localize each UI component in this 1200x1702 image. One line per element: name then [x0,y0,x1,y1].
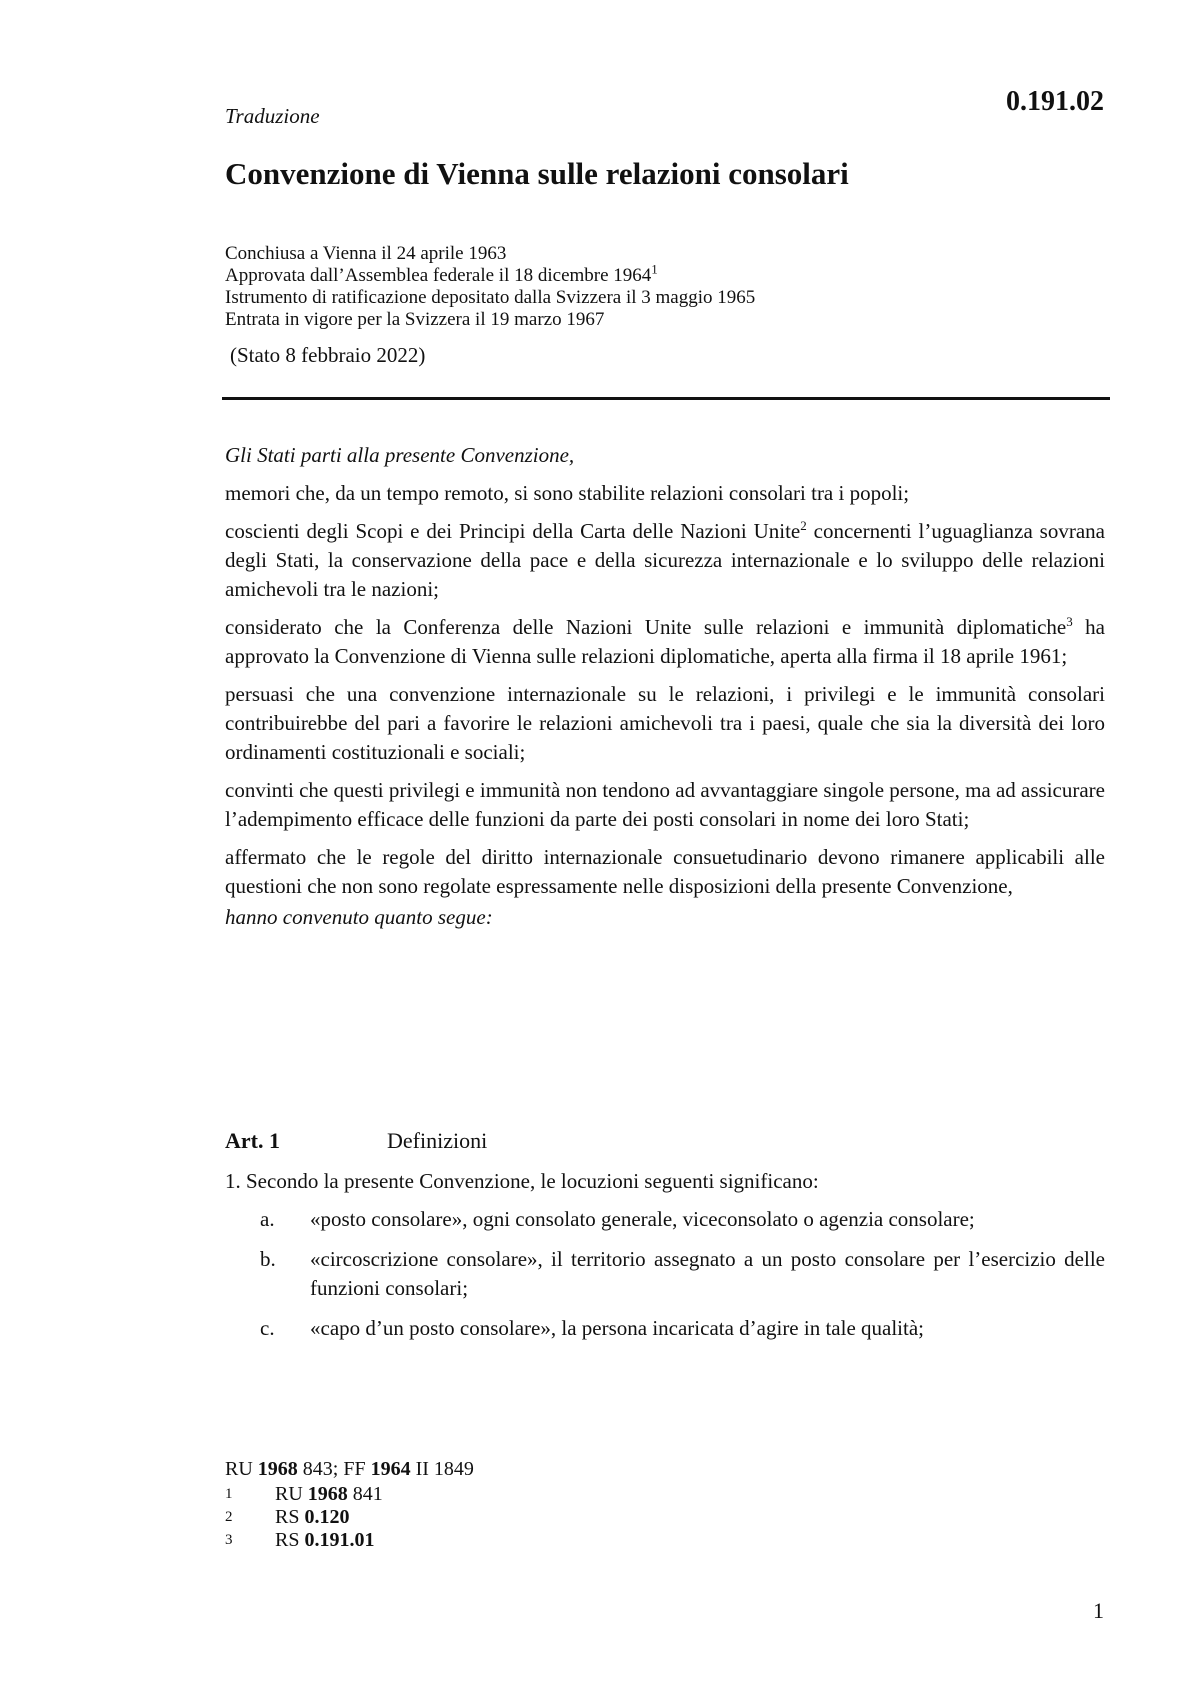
list-item [225,1245,1105,1303]
source-ff-page: II 1849 [410,1458,474,1480]
preamble-paragraph-4: persuasi che una convenzione internazionale su le relazioni, i privilegi e le immunità consolari contribuirebbe del pari a favorire le relazioni amichevoli tra i paesi, quale che sia la diversità dei loro ordinamenti costituzionali e sociali; [225,682,1105,764]
preamble-paragraph-3-b: ha approvato la Convenzione di Vienna sulle relazioni diplomatiche, aperta alla firma il 18 aprile 1961; [225,615,1105,668]
preamble-paragraph-3 [225,613,1105,671]
preamble-paragraph-1: memori che, da un tempo remoto, si sono stabilite relazioni consolari tra i popoli; [225,481,910,505]
footnote-3 [225,1529,474,1552]
footnote-bold: 0.120 [304,1506,350,1528]
sr-number: 0.191.02 [1006,86,1104,117]
preamble-paragraph-2-b: concernenti l’uguaglianza sovrana degli Stati, la conservazione della pace e della sicurezza internazionale e lo sviluppo delle relazioni amichevoli tra le nazioni; [225,519,1105,601]
source-reference [225,1458,474,1481]
list-item [225,1205,1105,1234]
list-item-text: «posto consolare», ogni consolato generale, viceconsolato o agenzia consolare; [310,1207,975,1231]
translation-label: Traduzione [225,104,320,128]
preamble-intro: Gli Stati parti alla presente Convenzione, [225,443,575,467]
status-date: (Stato 8 febbraio 2022) [230,343,426,367]
preamble-paragraph-6: affermato che le regole del diritto internazionale consuetudinario devono rimanere applicabili alle questioni che non sono regolate espressamente nelle disposizioni della presente Convenzione, [225,845,1105,898]
list-item-label: c. [260,1316,275,1340]
preamble [225,441,1105,941]
footnote-text [275,1529,374,1552]
document-metadata [225,243,755,331]
source-ff-year: 1964 [370,1458,411,1480]
article-1-paragraph-1: 1. Secondo la presente Convenzione, le locuzioni seguenti significano: [225,1169,819,1193]
preamble-closing: hanno convenuto quanto segue: [225,905,493,929]
footnote-suffix: 841 [347,1483,383,1505]
footnote-2 [225,1506,474,1529]
source-ru: RU [225,1458,253,1480]
list-item-label: a. [260,1207,275,1231]
article-1-body [225,1167,1105,1354]
footnote-text [275,1506,349,1529]
meta-approved [225,261,755,287]
footnote-prefix: RS [275,1529,300,1551]
page-number: 1 [1093,1598,1104,1623]
header-divider [222,397,1110,400]
footnote-number: 3 [225,1532,233,1548]
article-1-heading: Definizioni [387,1128,488,1153]
footnote-1 [225,1483,474,1506]
footnote-number: 2 [225,1509,233,1525]
footnote-prefix: RS [275,1506,300,1528]
list-item-text: «circoscrizione consolare», il territorio assegnato a un posto consolare per l’esercizio delle funzioni consolari; [310,1247,1105,1300]
list-item-label: b. [260,1247,276,1271]
footnote-text [275,1483,383,1506]
list-item [225,1314,1105,1343]
preamble-paragraph-5: convinti che questi privilegi e immunità non tendono ad avvantaggiare singole persone, ma ad assicurare l’adempimento efficace delle funzioni da parte dei posti consolari in nome dei loro Stati; [225,778,1105,831]
preamble-paragraph-3-a: considerato che la Conferenza delle Nazioni Unite sulle relazioni e immunità diplomatiche [225,615,1067,639]
meta-concluded: Conchiusa a Vienna il 24 aprile 1963 [225,243,507,264]
list-item-text: «capo d’un posto consolare», la persona incaricata d’agire in tale qualità; [310,1316,925,1340]
article-1-header [225,1128,487,1154]
meta-ratification: Istrumento di ratificazione depositato dalla Svizzera il 3 maggio 1965 [225,287,756,308]
meta-approved-text: Approvata dall’Assemblea federale il 18 dicembre 1964 [225,265,652,286]
definitions-list [225,1205,1105,1343]
footnote-bold: 0.191.01 [304,1529,375,1551]
preamble-paragraph-2 [225,517,1105,604]
footnote-number: 1 [225,1486,233,1502]
source-ff: FF [343,1458,366,1480]
source-ru-year: 1968 [257,1458,298,1480]
document-title: Convenzione di Vienna sulle relazioni consolari [225,156,849,191]
preamble-paragraph-2-a: coscienti degli Scopi e dei Principi della Carta delle Nazioni Unite [225,519,801,543]
article-1-number: Art. 1 [225,1128,280,1153]
meta-entry-into-force: Entrata in vigore per la Svizzera il 19 marzo 1967 [225,309,605,330]
footnote-ref-2[interactable]: 2 [800,518,807,533]
source-ru-page: 843; [297,1458,344,1480]
footnote-ref-1[interactable]: 1 [651,261,658,277]
footnotes [225,1458,474,1552]
footnote-ref-3[interactable]: 3 [1066,614,1073,629]
footnote-bold: 1968 [307,1483,348,1505]
footnote-prefix: RU [275,1483,303,1505]
